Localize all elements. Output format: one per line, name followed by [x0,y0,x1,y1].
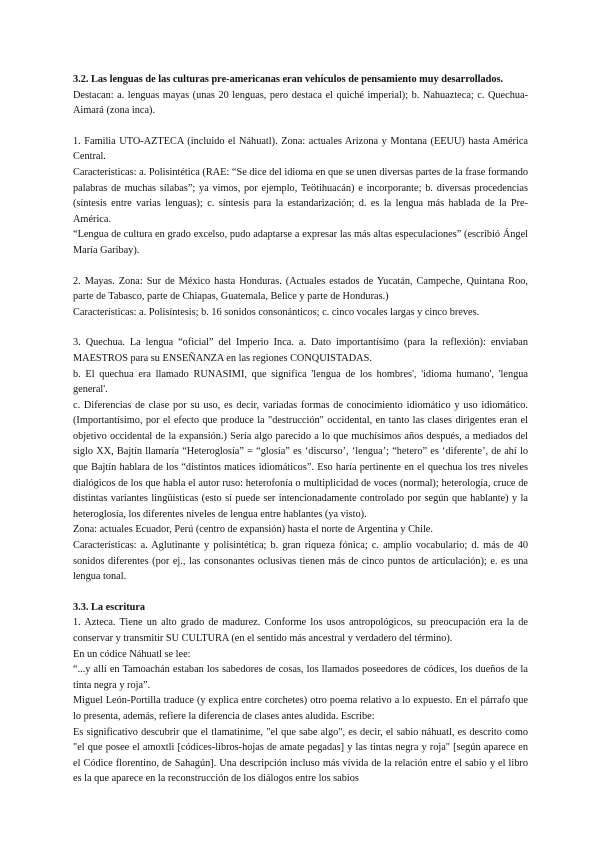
quechua-features: Características: a. Aglutinante y polisintética; b. gran riqueza fónica; c. amplio vocabulario; d. más de 40 sonidos diferentes (por ej., las consonantes oclusivas tienen más de cinco puntos de articulación); e. es una lengua tonal. [73,540,528,583]
quechua-runasimi: b. El quechua era llamado RUNASIMI, que significa 'lengua de los hombres', 'idioma humano', 'lengua general'. [73,368,528,396]
paragraph-gap [73,585,528,600]
tlamatinime-paragraph: Es significativo descubrir que el tlamatinime, "el que sabe algo", es decir, el sabio náhuatl, es descrito como "el que posee el amoxtli [códices-libros-hojas de amate pegadas] y las tintas negra y roja" [según aparece en el Códice florentino, de Sahagún]. Una descripción incluso más vívida de la relación entre el sabio y el libro es la que aparece en la reconstrucción de los diálogos entre los sabios [73,726,528,785]
uto-azteca-zone: 1. Familia UTO-AZTECA (incluido el Náhuatl). Zona: actuales Arizona y Montana (EEUU) hasta América Central. [73,135,528,163]
section-3-3-heading: 3.3. La escritura [73,601,146,613]
codex-quote: “...y allí en Tamoachán estaban los sabedores de cosas, los llamados poseedores de códices, los dueños de la tinta negra y roja”. [73,664,528,691]
section-3-2-heading: 3.2. Las lenguas de las culturas pre-americanas eran vehículos de pensamiento muy desarrollados. [73,74,504,85]
paragraph-gap [73,259,528,274]
quechua-intro: 3. Quechua. La lengua “oficial” del Imperio Inca. a. Dato importantísimo (para la reflexión): enviaban MAESTROS para su ENSEÑANZA en las regiones CONQUISTADAS. [73,337,528,364]
uto-azteca-features: Características: a. Polisintética (RAE: “Se dice del idioma en que se unen diversas partes de la frase formando palabras de muchas sílabas”; ya vimos, por ejemplo, Teötihuacán) e incorporante; b. diversas procedencias (síntesis entre varias lenguas); c. síntesis para la estandarización; d. es la lengua más hablada de la Pre-América. [73,166,528,225]
garibay-quote: “Lengua de cultura en grado excelso, pudo adaptarse a expresar las más altas especulaciones” (escribió Ángel María Garibay). [73,229,528,256]
paragraph-gap [73,320,528,335]
section-3-2-intro: Destacan: a. lenguas mayas (unas 20 lenguas, pero destaca el quiché imperial); b. Nahuazteca; c. Quechua-Aimará (zona inca). [73,89,528,117]
quechua-class-differences: c. Diferencias de clase por su uso, es decir, variadas formas de conocimiento idiomático y uso idiomático. (Importantísimo, por el efecto que produce la "destrucción" occidental, en tanto las clases dirigentes eran el objetivo occidental de la expansión.) Sería algo parecido a lo que muchísimos años después, a mediados del siglo XX, Bajtín llamaría “Heteroglosía” = “glosía” es ‘discurso’, ‘lengua’; “hetero” es ‘diferente’, de ahí lo que Bajtín hablara de los “distintos matices idiomáticos”. Eso haría pertinente en el quechua los tres niveles dialógicos de los que habla el autor ruso: heterofonía o multiplicidad de voces (normal); heterología, cruce de distintas variantes lingüísticas (esto sí puede ser intencionadamente controlado por según que hablante) y la heteroglosía, los diferentes niveles de lengua entre hablantes (ya visto). [73,399,528,520]
codex-intro: En un códice Náhuatl se lee: [73,648,191,660]
leon-portilla-paragraph: Miguel León-Portilla traduce (y explica entre corchetes) otro poema relativo a lo expuesto. En el párrafo que lo presenta, además, refiere la diferencia de clases antes aludida. Escribe: [73,695,528,722]
document-page [73,72,528,787]
paragraph-gap [73,119,528,134]
mayas-features: Características: a. Polisíntesis; b. 16 sonidos consonánticos; c. cinco vocales largas y cinco breves. [73,306,480,318]
mayas-zone: 2. Mayas. Zona: Sur de México hasta Honduras. (Actuales estados de Yucatán, Campeche, Quintana Roo, parte de Tabasco, parte de Chiapas, Guatemala, Belice y parte de Honduras.) [73,275,528,303]
azteca-writing: 1. Azteca. Tiene un alto grado de madurez. Conforme los usos antropológicos, su preocupación era la de conservar y transmitir SU CULTURA (en el sentido más ancestral y verdadero del término). [73,617,528,644]
quechua-zone: Zona: actuales Ecuador, Perú (centro de expansión) hasta el norte de Argentina y Chile. [73,524,433,536]
